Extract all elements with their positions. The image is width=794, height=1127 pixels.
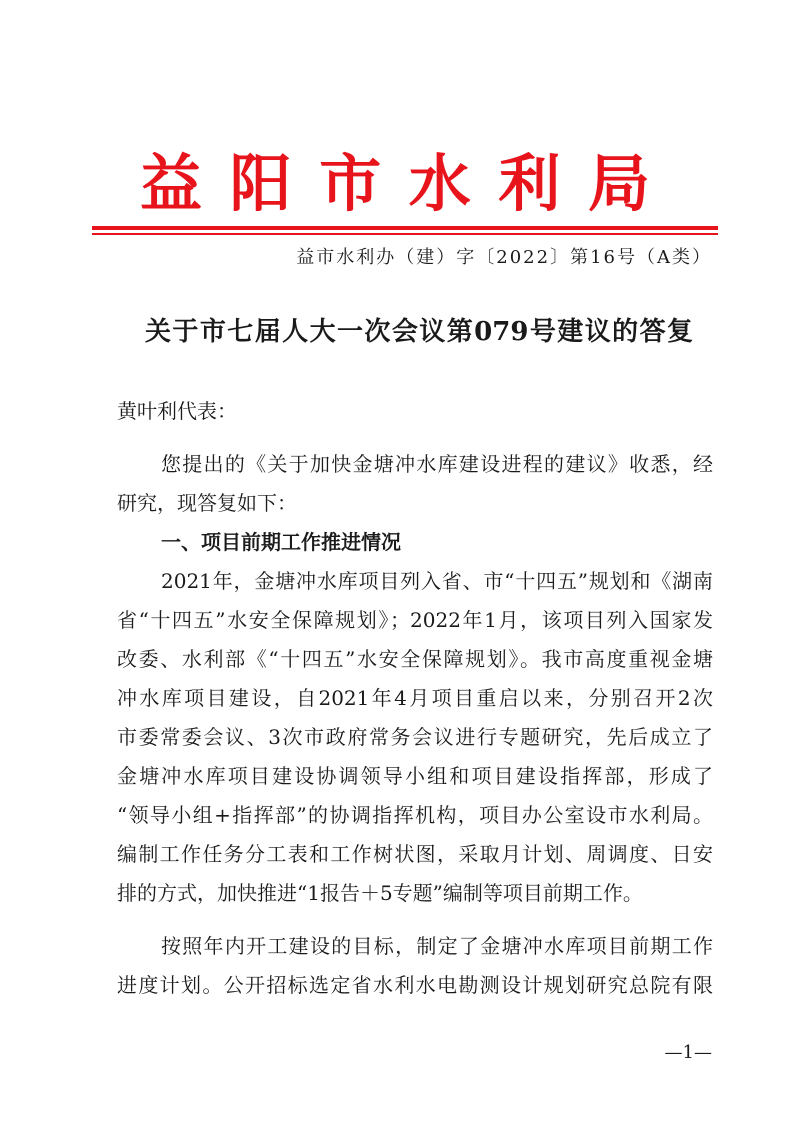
paragraph-line: 研究，现答复如下： [117,491,297,515]
document-number: 益市水利办（建）字〔2022〕第16号（A类） [296,247,712,268]
issuing-authority-header [140,148,650,220]
salutation: 黄叶利代表： [117,399,237,423]
paragraph-line: 2021年，金塘冲水库项目列入省、市“十四五”规划和《湖南 [161,569,713,593]
paragraph-line: 您提出的《关于加快金塘冲水库建设进程的建议》收悉，经 [161,452,713,476]
paragraph-line: 改委、水利部《“十四五”水安全保障规划》。我市高度重视金塘 [117,647,713,671]
header-char: 水 [408,147,471,220]
paragraph-line: 市委常委会议、3次市政府常务会议进行专题研究，先后成立了 [117,725,713,749]
red-divider-thick [92,226,718,230]
header-char: 阳 [229,147,292,220]
document-title: 关于市七届人大一次会议第079号建议的答复 [145,317,693,347]
paragraph-line: 排的方式，加快推进“1报告＋5专题”编制等项目前期工作。 [117,881,643,905]
paragraph-line: 冲水库项目建设，自2021年4月项目重启以来，分别召开2次 [117,686,713,710]
header-char: 益 [140,147,203,220]
page-number: —1— [664,1042,712,1063]
paragraph-line: 按照年内开工建设的目标，制定了金塘冲水库项目前期工作 [161,934,713,958]
header-char: 局 [587,147,650,220]
paragraph-line: “领导小组+指挥部”的协调指挥机构，项目办公室设市水利局。 [117,803,713,827]
header-char: 市 [319,147,382,220]
paragraph-line: 省“十四五”水安全保障规划》；2022年1月，该项目列入国家发 [117,608,713,632]
red-divider-thin [92,233,718,235]
section-heading: 一、项目前期工作推进情况 [161,530,401,554]
document-body [117,392,713,1005]
paragraph-line: 编制工作任务分工表和工作树状图，采取月计划、周调度、日安 [117,842,713,866]
paragraph-line: 进度计划。公开招标选定省水利水电勘测设计规划研究总院有限 [117,973,713,997]
paragraph-line: 金塘冲水库项目建设协调领导小组和项目建设指挥部，形成了 [117,764,713,788]
header-char: 利 [498,147,561,220]
